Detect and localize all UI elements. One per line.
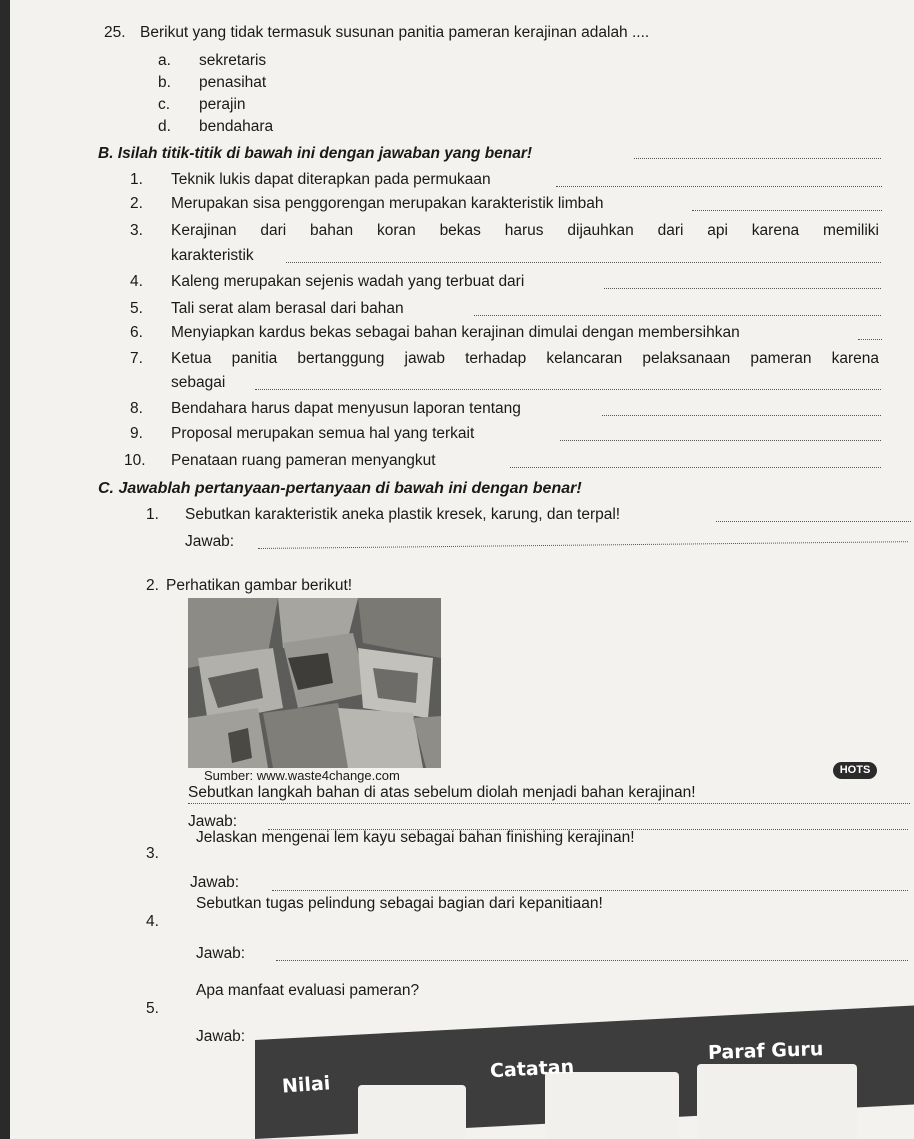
b9-answer-line xyxy=(560,440,881,441)
b5-answer-line xyxy=(474,315,881,316)
b1-answer-line xyxy=(556,186,882,187)
cardboard-boxes-photo xyxy=(188,598,441,768)
b2-number: 2. xyxy=(130,195,143,212)
b3-text-continued: karakteristik xyxy=(171,247,254,264)
catatan-box xyxy=(545,1072,679,1139)
b8-answer-line xyxy=(602,415,881,416)
c1-text: Sebutkan karakteristik aneka plastik kresek, karung, dan terpal! xyxy=(185,506,621,523)
c2-text: Perhatikan gambar berikut! xyxy=(166,577,353,594)
b9-text: Proposal merupakan semua hal yang terkait xyxy=(171,425,475,442)
q25-option-d-text: bendahara xyxy=(199,118,274,135)
page-edge-shadow xyxy=(0,0,10,1139)
b8-number: 8. xyxy=(130,400,143,417)
q25-number: 25. xyxy=(104,24,126,41)
q25-question: Berikut yang tidak termasuk susunan panitia pameran kerajinan adalah .... xyxy=(140,24,650,41)
b6-text: Menyiapkan kardus bekas sebagai bahan kerajinan dimulai dengan membersihkan xyxy=(171,324,740,341)
q25-option-a-letter: a. xyxy=(158,52,171,69)
paraf-guru-box xyxy=(697,1064,857,1139)
c2-question: Sebutkan langkah bahan di atas sebelum diolah menjadi bahan kerajinan! xyxy=(188,784,696,801)
answer-line xyxy=(634,158,881,159)
c3-answer-label: Jawab: xyxy=(190,874,240,891)
q25-option-c-text: perajin xyxy=(199,96,246,113)
c4-answer-line xyxy=(276,960,908,961)
b3-text: Kerajinan dari bahan koran bekas harus dijauhkan dari api karena memiliki xyxy=(171,222,879,239)
c3-answer-line xyxy=(272,890,908,891)
c2-answer-label: Jawab: xyxy=(188,813,238,830)
b10-text: Penataan ruang pameran menyangkut xyxy=(171,452,436,469)
c1-line xyxy=(716,521,911,522)
b10-number: 10. xyxy=(124,452,146,469)
q25-option-b-text: penasihat xyxy=(199,74,267,91)
c1-answer-label: Jawab: xyxy=(185,533,235,550)
section-c-header: C. Jawablah pertanyaan-pertanyaan di bawah ini dengan benar! xyxy=(98,480,582,497)
section-b-header: B. Isilah titik-titik di bawah ini dengan jawaban yang benar! xyxy=(98,145,533,162)
q25-option-d-letter: d. xyxy=(158,118,171,135)
catatan-label: Catatan xyxy=(489,1055,575,1083)
nilai-label: Nilai xyxy=(281,1072,331,1098)
q25-option-c-letter: c. xyxy=(158,96,171,113)
c2-line xyxy=(188,803,910,804)
b9-number: 9. xyxy=(130,425,143,442)
c4-number: 4. xyxy=(146,913,159,930)
q25-option-b-letter: b. xyxy=(158,74,171,91)
b1-text: Teknik lukis dapat diterapkan pada permukaan xyxy=(171,171,491,188)
b5-text: Tali serat alam berasal dari bahan xyxy=(171,300,404,317)
b3-answer-line xyxy=(286,262,881,263)
c5-answer-label: Jawab: xyxy=(196,1028,246,1045)
b10-answer-line xyxy=(510,467,881,468)
c3-number: 3. xyxy=(146,845,159,862)
c4-text: Sebutkan tugas pelindung sebagai bagian dari kepanitiaan! xyxy=(196,895,603,912)
b4-text: Kaleng merupakan sejenis wadah yang terbuat dari xyxy=(171,273,525,290)
b8-text: Bendahara harus dapat menyusun laporan tentang xyxy=(171,400,521,417)
c5-number: 5. xyxy=(146,1000,159,1017)
c4-answer-label: Jawab: xyxy=(196,945,246,962)
c1-number: 1. xyxy=(146,506,159,523)
b7-number: 7. xyxy=(130,350,143,367)
b7-text: Ketua panitia bertanggung jawab terhadap kelancaran pelaksanaan pameran karena xyxy=(171,350,879,367)
b2-answer-line xyxy=(692,210,882,211)
c5-text: Apa manfaat evaluasi pameran? xyxy=(196,982,420,999)
b4-number: 4. xyxy=(130,273,143,290)
nilai-box xyxy=(358,1085,466,1139)
q25-option-a-text: sekretaris xyxy=(199,52,267,69)
hots-badge: HOTS xyxy=(833,762,877,779)
c1-answer-line xyxy=(258,541,908,549)
b4-answer-line xyxy=(604,288,881,289)
c2-image-caption: Sumber: www.waste4change.com xyxy=(204,768,400,783)
paraf-guru-label: Paraf Guru xyxy=(707,1037,824,1065)
b1-number: 1. xyxy=(130,171,143,188)
b7-answer-line xyxy=(255,389,881,390)
b5-number: 5. xyxy=(130,300,143,317)
c2-number: 2. xyxy=(146,577,159,594)
b6-number: 6. xyxy=(130,324,143,341)
b3-number: 3. xyxy=(130,222,143,239)
b6-answer-line xyxy=(858,339,882,340)
b7-text-continued: sebagai xyxy=(171,374,226,391)
c3-text: Jelaskan mengenai lem kayu sebagai bahan finishing kerajinan! xyxy=(196,829,635,846)
b2-text: Merupakan sisa penggorengan merupakan karakteristik limbah xyxy=(171,195,604,212)
